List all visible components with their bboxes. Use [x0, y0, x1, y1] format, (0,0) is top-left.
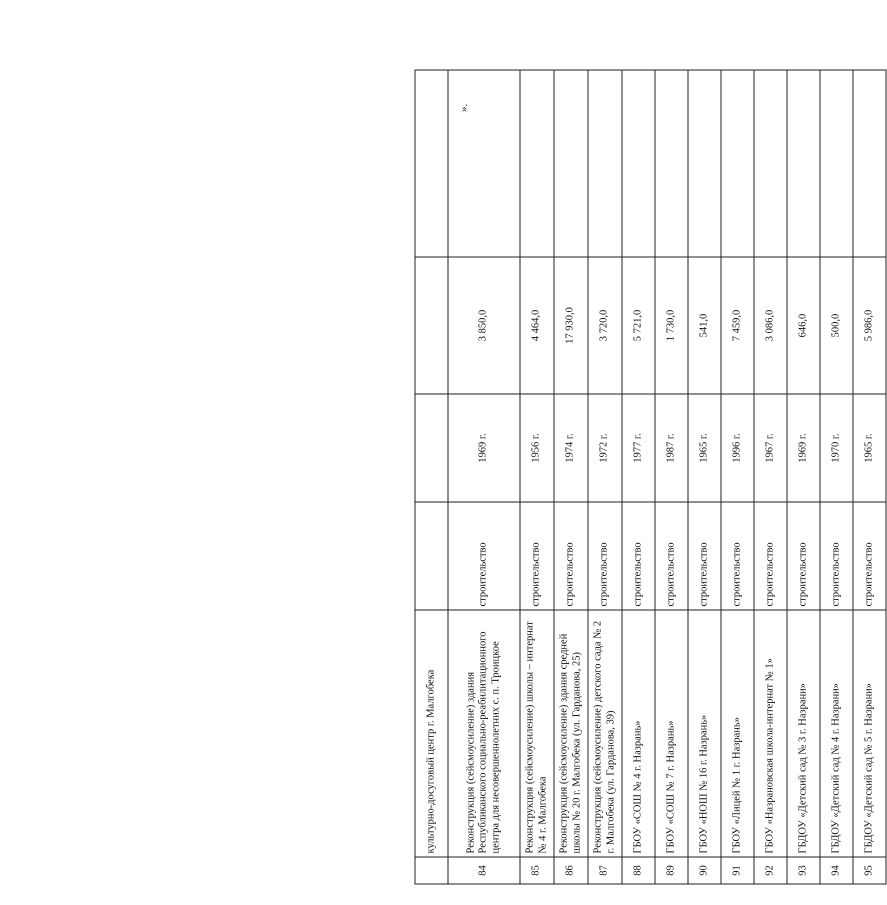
object-name-cell: ГБДОУ «Детский сад № 4 г. Назрани»	[820, 610, 853, 857]
table-row	[787, 70, 820, 884]
table-row	[688, 70, 721, 884]
object-name-cell: ГБОУ «НОШ № 16 г. Назрань»	[688, 610, 721, 857]
extra-cell	[787, 70, 820, 257]
year-cell	[415, 394, 448, 502]
year-cell: 1974 г.	[554, 394, 588, 502]
table-row	[655, 70, 688, 884]
extra-cell	[554, 70, 588, 257]
row-number-cell: 85	[520, 857, 554, 884]
year-cell: 1987 г.	[655, 394, 688, 502]
object-name-cell: ГБДОУ «Детский сад № 3 г. Назрани»	[787, 610, 820, 857]
work-type-cell: строительство	[520, 502, 554, 610]
year-cell: 1965 г.	[688, 394, 721, 502]
object-name-cell: ГБОУ «СОШ № 7 г. Назрань»	[655, 610, 688, 857]
year-cell: 1970 г.	[820, 394, 853, 502]
object-name-cell: Реконструкция (сейсмоусиление) здания Республиканского социально-реабилитационного центра для несовершеннолетних с. п. Троицкое	[448, 610, 520, 857]
work-type-cell: строительство	[820, 502, 853, 610]
year-cell: 1977 г.	[622, 394, 655, 502]
row-number-cell	[415, 857, 448, 884]
closing-quote-mark: ».	[458, 103, 470, 112]
year-cell: 1996 г.	[721, 394, 754, 502]
object-name-cell: ГБОУ «СОШ № 4 г. Назрань»	[622, 610, 655, 857]
cost-cell: 17 930,0	[554, 257, 588, 394]
object-name-cell: ГБОУ «Лицей № 1 г. Назрань»	[721, 610, 754, 857]
cost-cell	[415, 257, 448, 394]
row-number-cell: 93	[787, 857, 820, 884]
work-type-cell: строительство	[721, 502, 754, 610]
work-type-cell: строительство	[688, 502, 721, 610]
row-number-cell: 87	[588, 857, 622, 884]
cost-cell: 5 721,0	[622, 257, 655, 394]
work-type-cell: строительство	[754, 502, 787, 610]
extra-cell	[688, 70, 721, 257]
year-cell: 1969 г.	[448, 394, 520, 502]
table-row	[448, 70, 520, 884]
extra-cell	[721, 70, 754, 257]
row-number-cell: 84	[448, 857, 520, 884]
extra-cell	[588, 70, 622, 257]
year-cell: 1965 г.	[853, 394, 886, 502]
year-cell: 1972 г.	[588, 394, 622, 502]
cost-cell: 3 086,0	[754, 257, 787, 394]
row-number-cell: 92	[754, 857, 787, 884]
extra-cell	[448, 70, 520, 257]
table-row	[520, 70, 554, 884]
cost-cell: 5 986,0	[853, 257, 886, 394]
table-row	[554, 70, 588, 884]
data-table	[415, 70, 887, 885]
object-name-cell: Реконструкция (сейсмоусиление) здания средней школы № 20 г. Малгобека (ул. Гарданова, 25)	[554, 610, 588, 857]
extra-cell	[754, 70, 787, 257]
row-number-cell: 89	[655, 857, 688, 884]
table-row	[721, 70, 754, 884]
row-number-cell: 90	[688, 857, 721, 884]
table-row	[588, 70, 622, 884]
row-number-cell: 91	[721, 857, 754, 884]
year-cell: 1969 г.	[787, 394, 820, 502]
cost-cell: 646,0	[787, 257, 820, 394]
row-number-cell: 88	[622, 857, 655, 884]
object-name-cell: ГБДОУ «Детский сад № 5 г. Назрани»	[853, 610, 886, 857]
table-row	[853, 70, 886, 884]
year-cell: 1956 г.	[520, 394, 554, 502]
table-row	[754, 70, 787, 884]
cost-cell: 3 720,0	[588, 257, 622, 394]
row-number-cell: 94	[820, 857, 853, 884]
work-type-cell: строительство	[853, 502, 886, 610]
work-type-cell: строительство	[622, 502, 655, 610]
year-cell: 1967 г.	[754, 394, 787, 502]
object-name-cell: Реконструкция (сейсмоусиление) школы – интернат № 4 г. Малгобека	[520, 610, 554, 857]
work-type-cell: строительство	[787, 502, 820, 610]
table-row	[622, 70, 655, 884]
row-number-cell: 86	[554, 857, 588, 884]
extra-cell	[622, 70, 655, 257]
object-name-cell: ГБОУ «Назрановская школа-интернат № 1»	[754, 610, 787, 857]
cost-cell: 541,0	[688, 257, 721, 394]
extra-cell	[415, 70, 448, 257]
work-type-cell: строительство	[448, 502, 520, 610]
table-row	[415, 70, 448, 884]
work-type-cell	[415, 502, 448, 610]
work-type-cell: строительство	[588, 502, 622, 610]
row-number-cell: 95	[853, 857, 886, 884]
work-type-cell: строительство	[655, 502, 688, 610]
extra-cell	[520, 70, 554, 257]
work-type-cell: строительство	[554, 502, 588, 610]
object-name-cell: Реконструкция (сейсмоусиление) детского сада № 2 г. Малгобека (ул. Гарданова, 39)	[588, 610, 622, 857]
extra-cell	[853, 70, 886, 257]
cost-cell: 7 459,0	[721, 257, 754, 394]
cost-cell: 500,0	[820, 257, 853, 394]
extra-cell	[655, 70, 688, 257]
cost-cell: 4 464,0	[520, 257, 554, 394]
extra-cell	[820, 70, 853, 257]
cost-cell: 1 730,0	[655, 257, 688, 394]
table-row	[820, 70, 853, 884]
cost-cell: 3 850,0	[448, 257, 520, 394]
object-name-cell: культурно-досуговый центр г. Малгобека	[415, 610, 448, 857]
